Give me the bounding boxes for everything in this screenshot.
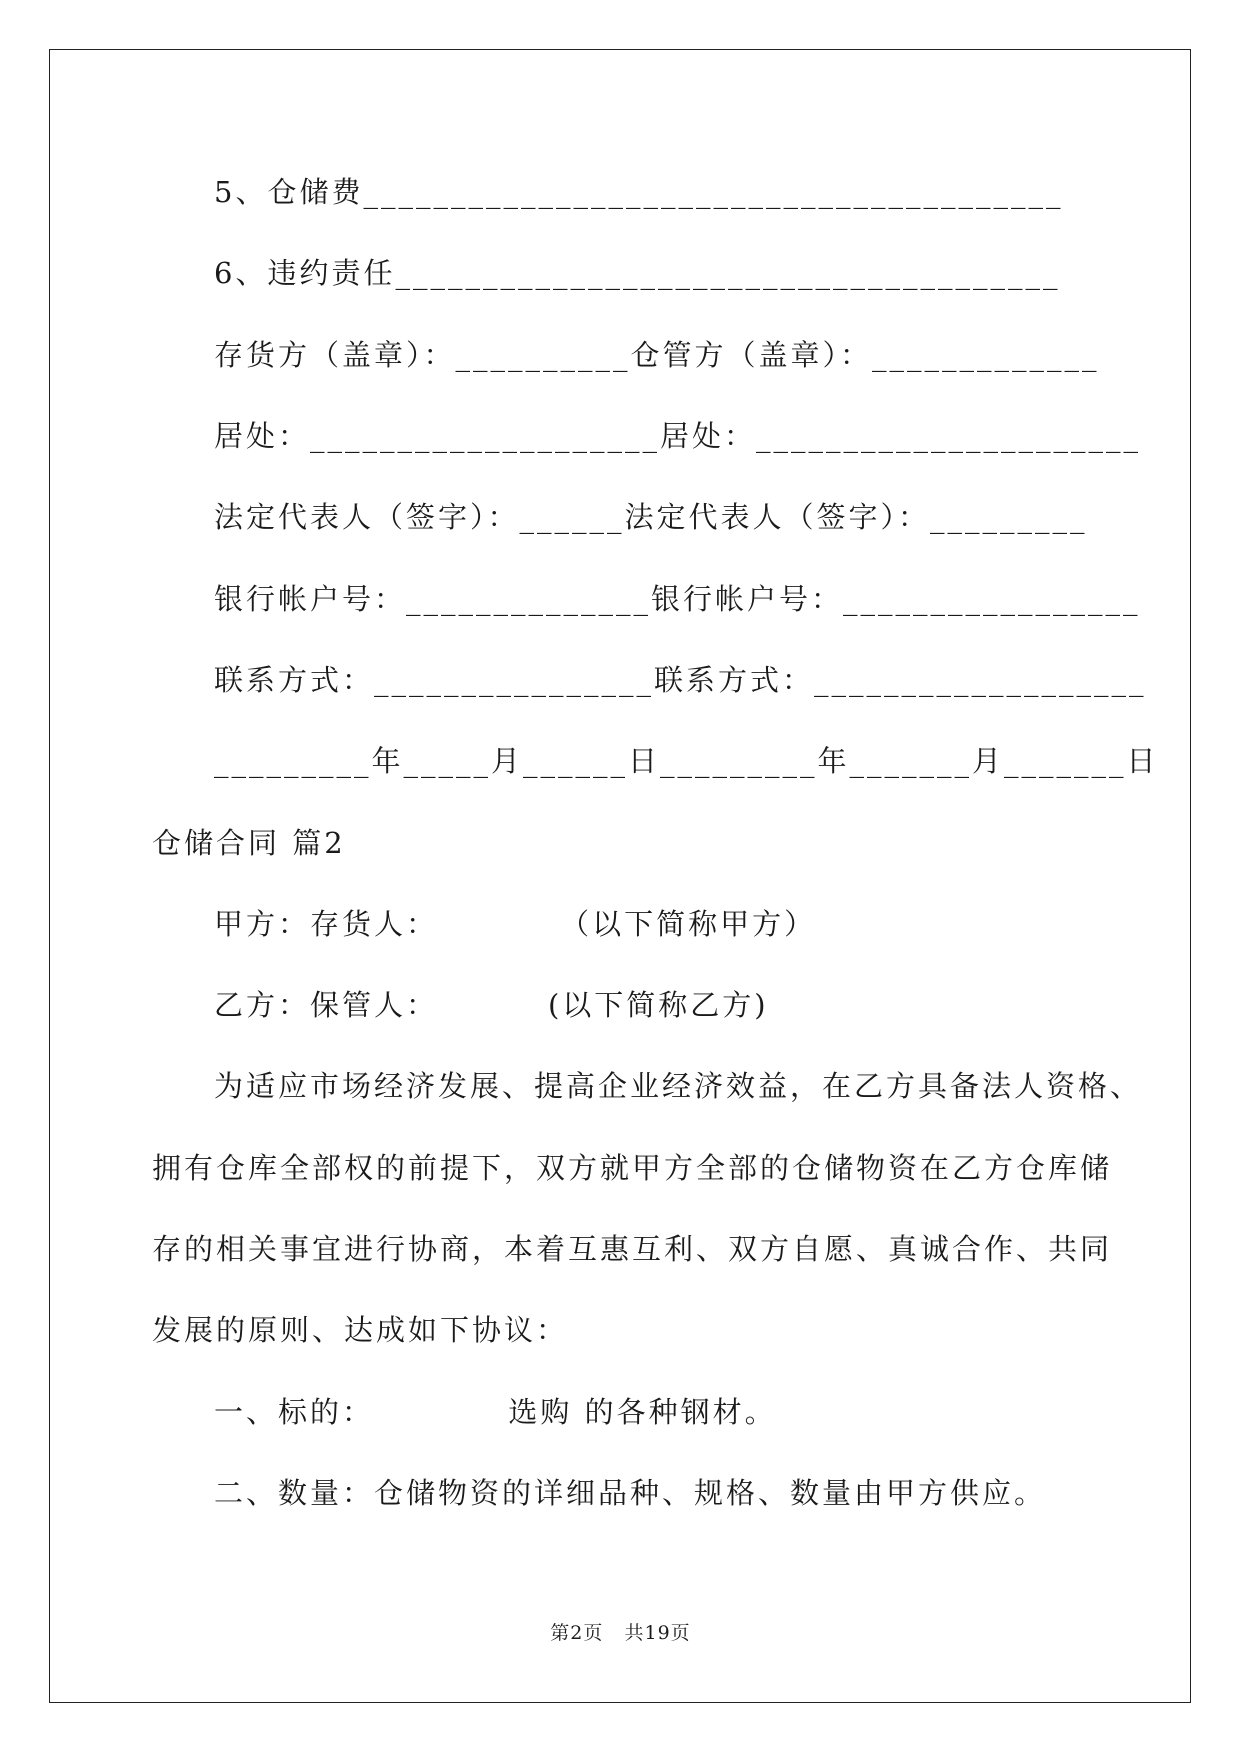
- party-b-line: 乙方：保管人： (以下简称乙方): [214, 988, 769, 1022]
- page-number-footer: 第2页 共19页: [550, 1622, 691, 1644]
- section-heading: 仓储合同 篇2: [152, 826, 346, 860]
- paragraph-line: 为适应市场经济发展、提高企业经济效益，在乙方具备法人资格、: [214, 1069, 1143, 1103]
- article-1-subject: 一、标的： 选购 的各种钢材。: [214, 1395, 777, 1429]
- signature-seal-line: 存货方（盖章）：__________仓管方（盖章）：_____________: [214, 338, 1100, 372]
- paragraph-line: 拥有仓库全部权的前提下，双方就甲方全部的仓储物资在乙方仓库储: [152, 1151, 1113, 1185]
- party-a-line: 甲方：存货人： （以下简称甲方）: [214, 907, 817, 941]
- paragraph-line: 存的相关事宜进行协商，本着互惠互利、双方自愿、真诚合作、共同: [152, 1232, 1113, 1266]
- paragraph-line: 发展的原则、达成如下协议：: [152, 1313, 569, 1347]
- clause-6-breach-liability: 6、违约责任______________________________________: [214, 256, 1061, 290]
- legal-representative-line: 法定代表人（签字）：______法定代表人（签字）：_________: [214, 500, 1088, 534]
- contact-line: 联系方式：________________联系方式：___________________: [214, 663, 1147, 697]
- article-2-quantity: 二、数量：仓储物资的详细品种、规格、数量由甲方供应。: [214, 1476, 1047, 1510]
- bank-account-line: 银行帐户号：______________银行帐户号：_________________: [214, 582, 1141, 616]
- clause-5-storage-fee: 5、仓储费________________________________________: [214, 175, 1064, 209]
- date-line: _________年_____月______日_________年_______月_______日: [214, 744, 1159, 778]
- address-line: 居处：____________________居处：______________________: [214, 419, 1142, 453]
- page-border: [49, 49, 1191, 1703]
